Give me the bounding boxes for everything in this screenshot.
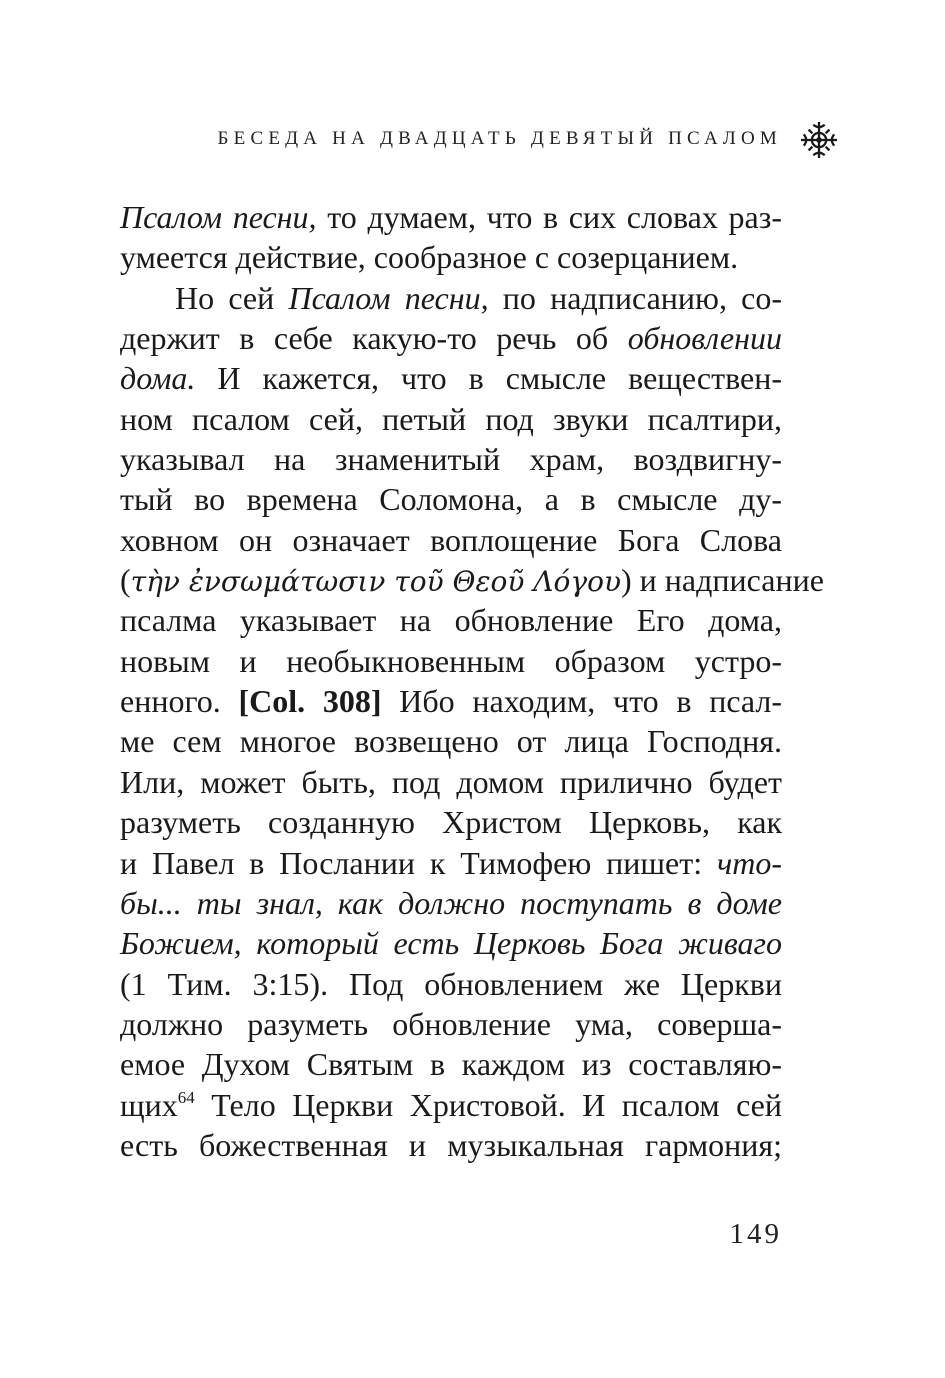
text-span: ( (120, 562, 131, 599)
scripture-quote: бы... ты знал, как должно поступать в доме (120, 884, 782, 921)
text-span: щих (120, 1086, 178, 1123)
footnote-marker[interactable]: 64 (177, 1087, 195, 1107)
text-line (120, 318, 782, 358)
body-text (120, 197, 824, 1165)
scripture-quote: что- (716, 844, 782, 881)
text-line (120, 721, 782, 761)
italic-psalm-title: Псалом песни, (288, 279, 489, 316)
text-line (120, 237, 782, 277)
text-span: разуметь созданную Христом Церковь, как (120, 804, 782, 841)
text-line (120, 1085, 782, 1125)
text-line (120, 1044, 782, 1084)
text-span: (1 Тим. 3:15). Под обновлением же Церкви (120, 965, 782, 1002)
text-line (120, 843, 782, 883)
italic-psalm-title: Псалом песни, (120, 199, 317, 235)
text-span: енного. (120, 683, 239, 720)
text-line (120, 883, 782, 923)
text-span: тый во времена Соломона, а в смысле ду- (120, 481, 782, 518)
text-line (120, 520, 782, 560)
text-line (120, 923, 782, 963)
running-head-title: БЕСЕДА НА ДВАДЦАТЬ ДЕВЯТЫЙ ПСАЛОМ (217, 128, 782, 149)
italic-phrase: обновлении (627, 320, 782, 357)
text-span: должно разуметь обновление ума, соверша- (120, 1005, 782, 1042)
text-line (120, 358, 782, 398)
text-span: указывал на знаменитый храм, воздвигну- (120, 441, 782, 478)
text-line (120, 600, 782, 640)
cross-ornament-icon (800, 121, 838, 159)
text-span: псалма указывает на обновление Его дома, (120, 602, 782, 639)
text-span: емое Духом Святым в каждом из составляю- (120, 1046, 782, 1083)
text-line (120, 641, 782, 681)
text-span: ховном он означает воплощение Бога Слова (120, 521, 782, 558)
page-number: 149 (729, 1218, 782, 1250)
text-span: по надписанию, со- (488, 279, 783, 316)
text-span: И кажется, что в смысле веществен- (195, 360, 782, 397)
text-line (120, 1125, 782, 1165)
text-span: есть божественная и музыкальная гармония; (120, 1126, 782, 1163)
text-line (120, 439, 782, 479)
text-span: то думаем, что в сих словах раз- (316, 199, 783, 235)
greek-quote: τὴν ἐνσωμάτωσιν τοῦ Θεοῦ Λόγου (130, 565, 621, 599)
text-line (120, 762, 782, 802)
text-line (120, 479, 782, 519)
scripture-quote: Божием, который есть Церковь Бога живаго (120, 925, 782, 962)
text-span: ном псалом сей, петый под звуки псалтири, (120, 400, 782, 437)
text-span: умеется действие, сообразное с созерцанием. (120, 239, 739, 276)
text-span: Но сей (175, 279, 289, 316)
text-line (120, 1004, 782, 1044)
text-span: Тело Церкви Христовой. И псалом сей (194, 1086, 782, 1123)
text-span: держит в себе какую-то речь об (120, 320, 628, 357)
text-line (120, 399, 782, 439)
text-line (120, 197, 782, 237)
text-span: Ибо находим, что в псал- (381, 683, 783, 720)
column-reference: [Col. 308] (238, 683, 382, 720)
text-line (120, 681, 782, 721)
text-line (120, 964, 782, 1004)
text-line (120, 802, 782, 842)
text-span: новым и необыкновенным образом устро- (120, 642, 782, 679)
text-span: ме сем многое возвещено от лица Господня. (120, 723, 782, 760)
text-line (120, 560, 824, 600)
text-span: Или, может быть, под домом прилично будет (120, 763, 782, 800)
paragraph-first-line (120, 278, 782, 318)
italic-phrase: дома. (120, 360, 196, 397)
text-span: и Павел в Послании к Тимофею пишет: (120, 844, 717, 881)
text-span: ) и надписание (621, 562, 824, 599)
